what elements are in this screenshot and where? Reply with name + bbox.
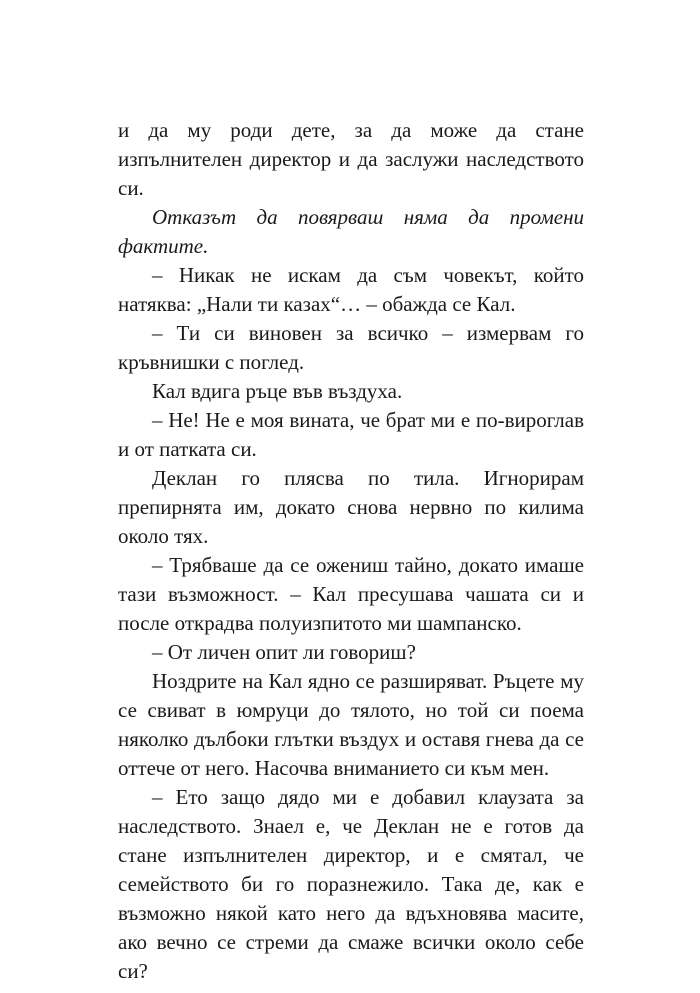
paragraph-9: – От личен опит ли говориш? bbox=[152, 640, 416, 664]
paragraph-2-italic-thought: Отказът да повярваш няма да промени фактите. bbox=[118, 205, 584, 258]
paragraph-4: – Ти си виновен за всичко – измервам го кръвнишки с поглед. bbox=[118, 321, 584, 374]
paragraph-8: – Трябваше да се ожениш тайно, докато имаше тази възможност. – Кал пресушава чашата си и после открадва полуизпитото ми шампанско. bbox=[118, 553, 584, 635]
paragraph-3: – Никак не искам да съм човекът, който натяква: „Нали ти казах“… – обажда се Кал. bbox=[118, 263, 584, 316]
paragraph-6: – Не! Не е моя вината, че брат ми е по-вироглав и от патката си. bbox=[118, 408, 584, 461]
paragraph-7: Деклан го плясва по тила. Игнорирам препирнята им, докато снова нервно по килима около тях. bbox=[118, 466, 584, 548]
paragraph-10: Ноздрите на Кал ядно се разширяват. Ръцете му се свиват в юмруци до тялото, но той си поема няколко дълбоки глътки въздух и оставя гнева да се оттече от него. Насочва вниманието си към мен. bbox=[118, 669, 584, 780]
page-text-block bbox=[118, 116, 584, 986]
paragraph-1: и да му роди дете, за да може да стане изпълнителен директор и да заслужи наследството си. bbox=[118, 118, 584, 200]
paragraph-11: – Ето защо дядо ми е добавил клаузата за наследството. Знаел е, че Деклан не е готов да стане изпълнителен директор, и е смятал, че семейството би го поразнежило. Така де, как е възможно някой като него да вдъхновява масите, ако вечно се стреми да смаже всички около себе си? bbox=[118, 785, 584, 983]
paragraph-5: Кал вдига ръце във въздуха. bbox=[152, 379, 403, 403]
